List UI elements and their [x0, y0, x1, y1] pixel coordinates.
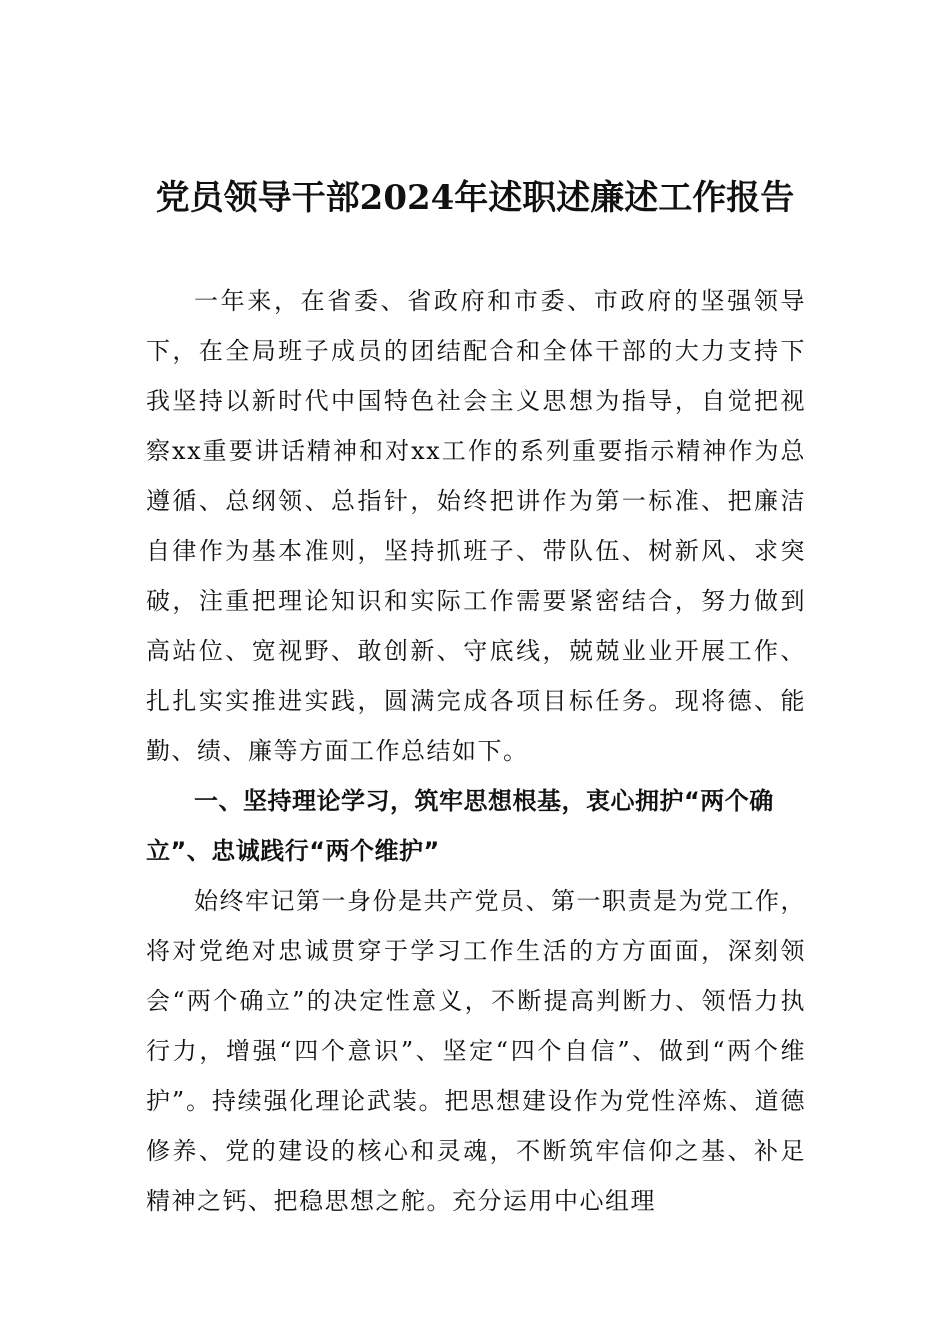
intro-paragraph: 一年来，在省委、省政府和市委、市政府的坚强领导下，在全局班子成员的团结配合和全体干部的大力支持下我坚持以新时代中国特色社会主义思想为指导，自觉把视察xx重要讲话精神和对xx工作的系列重要指示精神作为总遵循、总纲领、总指针，始终把讲作为第一标准、把廉洁自律作为基本准则，坚持抓班子、带队伍、树新风、求突破，注重把理论知识和实际工作需要紧密结合，努力做到高站位、宽视野、敢创新、守底线，兢兢业业开展工作、扎扎实实推进实践，圆满完成各项目标任务。现将德、能勤、绩、廉等方面工作总结如下。	[146, 287, 806, 765]
document-body	[146, 276, 806, 1226]
document-title: 党员领导干部2024年述职述廉述工作报告	[155, 178, 795, 218]
section-paragraph: 始终牢记第一身份是共产党员、第一职责是为党工作，将对党绝对忠诚贯穿于学习工作生活的方方面面，深刻领会“两个确立”的决定性意义，不断提高判断力、领悟力执行力，增强“四个意识”、坚定“四个自信”、做到“两个维护”。持续强化理论武装。把思想建设作为党性淬炼、道德修养、党的建设的核心和灵魂，不断筑牢信仰之基、补足精神之钙、把稳思想之舵。充分运用中心组理	[146, 887, 806, 1215]
section-heading: 一、坚持理论学习，筑牢思想根基，衷心拥护“两个确立”、忠诚践行“两个维护”	[146, 787, 774, 865]
